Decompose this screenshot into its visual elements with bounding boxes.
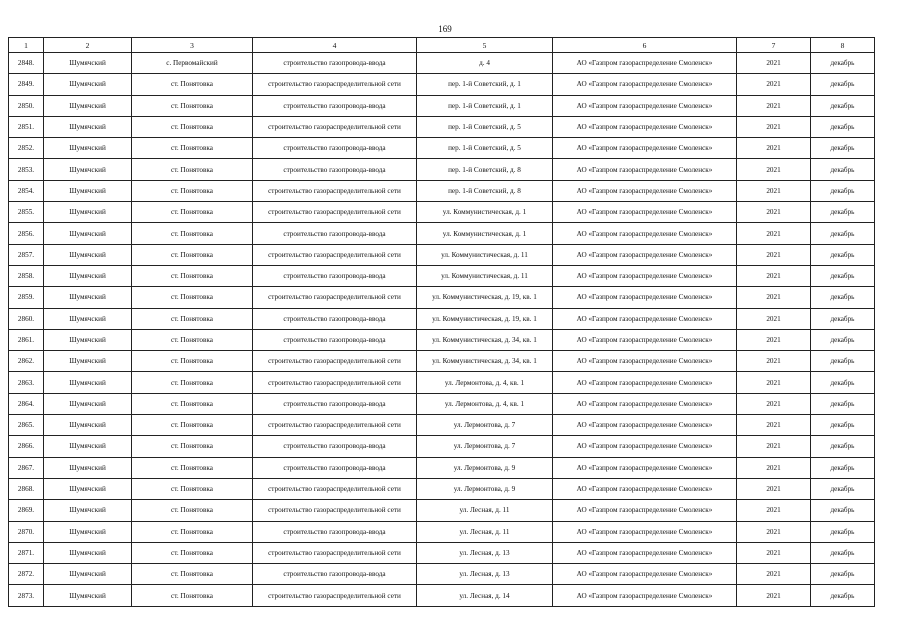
table-row xyxy=(9,329,875,350)
work-type-cell: строительство газораспределительной сети xyxy=(253,74,417,95)
month-cell: декабрь xyxy=(811,415,875,436)
settlement-cell: ст. Понятовка xyxy=(132,180,253,201)
table-row xyxy=(9,244,875,265)
row-number-cell: 2864. xyxy=(9,393,44,414)
address-cell: д. 4 xyxy=(417,53,553,74)
month-cell: декабрь xyxy=(811,95,875,116)
settlement-cell: ст. Понятовка xyxy=(132,74,253,95)
row-number-cell: 2857. xyxy=(9,244,44,265)
organization-cell: АО «Газпром газораспределение Смоленск» xyxy=(553,116,737,137)
table-row xyxy=(9,542,875,563)
organization-cell: АО «Газпром газораспределение Смоленск» xyxy=(553,287,737,308)
work-type-cell: строительство газораспределительной сети xyxy=(253,202,417,223)
organization-cell: АО «Газпром газораспределение Смоленск» xyxy=(553,351,737,372)
table-row xyxy=(9,138,875,159)
organization-cell: АО «Газпром газораспределение Смоленск» xyxy=(553,521,737,542)
address-cell: ул. Коммунистическая, д. 1 xyxy=(417,223,553,244)
organization-cell: АО «Газпром газораспределение Смоленск» xyxy=(553,478,737,499)
table-row xyxy=(9,393,875,414)
table-row xyxy=(9,308,875,329)
month-cell: декабрь xyxy=(811,53,875,74)
row-number-cell: 2870. xyxy=(9,521,44,542)
address-cell: ул. Лесная, д. 11 xyxy=(417,521,553,542)
table-row xyxy=(9,351,875,372)
organization-cell: АО «Газпром газораспределение Смоленск» xyxy=(553,138,737,159)
month-cell: декабрь xyxy=(811,287,875,308)
settlement-cell: ст. Понятовка xyxy=(132,564,253,585)
work-type-cell: строительство газопровода-ввода xyxy=(253,95,417,116)
table-row xyxy=(9,159,875,180)
district-cell: Шумячский xyxy=(44,500,132,521)
header-row xyxy=(9,38,875,53)
address-cell: ул. Лермонтова, д. 7 xyxy=(417,436,553,457)
address-cell: ул. Коммунистическая, д. 19, кв. 1 xyxy=(417,308,553,329)
settlement-cell: ст. Понятовка xyxy=(132,265,253,286)
row-number-cell: 2854. xyxy=(9,180,44,201)
row-number-cell: 2850. xyxy=(9,95,44,116)
address-cell: ул. Лермонтова, д. 9 xyxy=(417,457,553,478)
year-cell: 2021 xyxy=(737,457,811,478)
table-row xyxy=(9,500,875,521)
work-type-cell: строительство газораспределительной сети xyxy=(253,180,417,201)
district-cell: Шумячский xyxy=(44,372,132,393)
table-row xyxy=(9,457,875,478)
settlement-cell: ст. Понятовка xyxy=(132,521,253,542)
district-cell: Шумячский xyxy=(44,287,132,308)
settlement-cell: ст. Понятовка xyxy=(132,116,253,137)
settlement-cell: ст. Понятовка xyxy=(132,351,253,372)
work-type-cell: строительство газораспределительной сети xyxy=(253,415,417,436)
district-cell: Шумячский xyxy=(44,308,132,329)
row-number-cell: 2853. xyxy=(9,159,44,180)
organization-cell: АО «Газпром газораспределение Смоленск» xyxy=(553,436,737,457)
district-cell: Шумячский xyxy=(44,265,132,286)
column-header-6: 6 xyxy=(553,38,737,53)
table-row xyxy=(9,478,875,499)
column-header-7: 7 xyxy=(737,38,811,53)
district-cell: Шумячский xyxy=(44,202,132,223)
address-cell: пер. 1-й Советский, д. 8 xyxy=(417,159,553,180)
address-cell: ул. Лесная, д. 11 xyxy=(417,500,553,521)
year-cell: 2021 xyxy=(737,564,811,585)
month-cell: декабрь xyxy=(811,457,875,478)
district-cell: Шумячский xyxy=(44,95,132,116)
column-header-2: 2 xyxy=(44,38,132,53)
column-header-4: 4 xyxy=(253,38,417,53)
month-cell: декабрь xyxy=(811,564,875,585)
table-row xyxy=(9,223,875,244)
address-cell: ул. Коммунистическая, д. 1 xyxy=(417,202,553,223)
table-row xyxy=(9,95,875,116)
address-cell: ул. Коммунистическая, д. 11 xyxy=(417,265,553,286)
organization-cell: АО «Газпром газораспределение Смоленск» xyxy=(553,308,737,329)
work-type-cell: строительство газораспределительной сети xyxy=(253,500,417,521)
settlement-cell: ст. Понятовка xyxy=(132,415,253,436)
address-cell: ул. Коммунистическая, д. 34, кв. 1 xyxy=(417,329,553,350)
row-number-cell: 2859. xyxy=(9,287,44,308)
row-number-cell: 2858. xyxy=(9,265,44,286)
row-number-cell: 2861. xyxy=(9,329,44,350)
settlement-cell: с. Первомайский xyxy=(132,53,253,74)
column-header-1: 1 xyxy=(9,38,44,53)
work-type-cell: строительство газопровода-ввода xyxy=(253,564,417,585)
work-type-cell: строительство газораспределительной сети xyxy=(253,287,417,308)
work-type-cell: строительство газопровода-ввода xyxy=(253,308,417,329)
address-cell: пер. 1-й Советский, д. 8 xyxy=(417,180,553,201)
row-number-cell: 2865. xyxy=(9,415,44,436)
organization-cell: АО «Газпром газораспределение Смоленск» xyxy=(553,329,737,350)
table-row xyxy=(9,53,875,74)
table-row xyxy=(9,180,875,201)
organization-cell: АО «Газпром газораспределение Смоленск» xyxy=(553,223,737,244)
month-cell: декабрь xyxy=(811,329,875,350)
organization-cell: АО «Газпром газораспределение Смоленск» xyxy=(553,542,737,563)
district-cell: Шумячский xyxy=(44,478,132,499)
organization-cell: АО «Газпром газораспределение Смоленск» xyxy=(553,415,737,436)
year-cell: 2021 xyxy=(737,372,811,393)
address-cell: ул. Лермонтова, д. 9 xyxy=(417,478,553,499)
row-number-cell: 2849. xyxy=(9,74,44,95)
work-type-cell: строительство газораспределительной сети xyxy=(253,244,417,265)
month-cell: декабрь xyxy=(811,202,875,223)
district-cell: Шумячский xyxy=(44,53,132,74)
organization-cell: АО «Газпром газораспределение Смоленск» xyxy=(553,585,737,606)
settlement-cell: ст. Понятовка xyxy=(132,159,253,180)
table-row xyxy=(9,202,875,223)
address-cell: ул. Лермонтова, д. 4, кв. 1 xyxy=(417,393,553,414)
address-cell: ул. Лесная, д. 13 xyxy=(417,564,553,585)
row-number-cell: 2872. xyxy=(9,564,44,585)
organization-cell: АО «Газпром газораспределение Смоленск» xyxy=(553,500,737,521)
work-type-cell: строительство газопровода-ввода xyxy=(253,521,417,542)
month-cell: декабрь xyxy=(811,223,875,244)
row-number-cell: 2852. xyxy=(9,138,44,159)
table-row xyxy=(9,415,875,436)
year-cell: 2021 xyxy=(737,74,811,95)
settlement-cell: ст. Понятовка xyxy=(132,500,253,521)
organization-cell: АО «Газпром газораспределение Смоленск» xyxy=(553,265,737,286)
year-cell: 2021 xyxy=(737,287,811,308)
organization-cell: АО «Газпром газораспределение Смоленск» xyxy=(553,53,737,74)
work-type-cell: строительство газопровода-ввода xyxy=(253,265,417,286)
month-cell: декабрь xyxy=(811,393,875,414)
year-cell: 2021 xyxy=(737,308,811,329)
work-type-cell: строительство газораспределительной сети xyxy=(253,351,417,372)
work-type-cell: строительство газопровода-ввода xyxy=(253,393,417,414)
data-table xyxy=(8,37,875,607)
month-cell: декабрь xyxy=(811,116,875,137)
address-cell: ул. Лермонтова, д. 7 xyxy=(417,415,553,436)
table-row xyxy=(9,287,875,308)
column-header-3: 3 xyxy=(132,38,253,53)
organization-cell: АО «Газпром газораспределение Смоленск» xyxy=(553,393,737,414)
address-cell: пер. 1-й Советский, д. 1 xyxy=(417,95,553,116)
settlement-cell: ст. Понятовка xyxy=(132,95,253,116)
month-cell: декабрь xyxy=(811,138,875,159)
year-cell: 2021 xyxy=(737,223,811,244)
year-cell: 2021 xyxy=(737,329,811,350)
year-cell: 2021 xyxy=(737,585,811,606)
year-cell: 2021 xyxy=(737,53,811,74)
row-number-cell: 2851. xyxy=(9,116,44,137)
district-cell: Шумячский xyxy=(44,351,132,372)
table-row xyxy=(9,372,875,393)
table-row xyxy=(9,521,875,542)
year-cell: 2021 xyxy=(737,159,811,180)
organization-cell: АО «Газпром газораспределение Смоленск» xyxy=(553,564,737,585)
address-cell: ул. Лесная, д. 14 xyxy=(417,585,553,606)
month-cell: декабрь xyxy=(811,244,875,265)
district-cell: Шумячский xyxy=(44,244,132,265)
row-number-cell: 2856. xyxy=(9,223,44,244)
settlement-cell: ст. Понятовка xyxy=(132,393,253,414)
month-cell: декабрь xyxy=(811,180,875,201)
settlement-cell: ст. Понятовка xyxy=(132,457,253,478)
district-cell: Шумячский xyxy=(44,521,132,542)
month-cell: декабрь xyxy=(811,500,875,521)
column-header-8: 8 xyxy=(811,38,875,53)
settlement-cell: ст. Понятовка xyxy=(132,585,253,606)
settlement-cell: ст. Понятовка xyxy=(132,436,253,457)
row-number-cell: 2848. xyxy=(9,53,44,74)
month-cell: декабрь xyxy=(811,521,875,542)
work-type-cell: строительство газопровода-ввода xyxy=(253,457,417,478)
district-cell: Шумячский xyxy=(44,393,132,414)
settlement-cell: ст. Понятовка xyxy=(132,202,253,223)
district-cell: Шумячский xyxy=(44,74,132,95)
organization-cell: АО «Газпром газораспределение Смоленск» xyxy=(553,457,737,478)
month-cell: декабрь xyxy=(811,265,875,286)
settlement-cell: ст. Понятовка xyxy=(132,329,253,350)
month-cell: декабрь xyxy=(811,436,875,457)
district-cell: Шумячский xyxy=(44,180,132,201)
row-number-cell: 2868. xyxy=(9,478,44,499)
address-cell: ул. Лесная, д. 13 xyxy=(417,542,553,563)
district-cell: Шумячский xyxy=(44,542,132,563)
year-cell: 2021 xyxy=(737,542,811,563)
year-cell: 2021 xyxy=(737,351,811,372)
column-header-5: 5 xyxy=(417,38,553,53)
district-cell: Шумячский xyxy=(44,415,132,436)
district-cell: Шумячский xyxy=(44,329,132,350)
district-cell: Шумячский xyxy=(44,116,132,137)
year-cell: 2021 xyxy=(737,500,811,521)
settlement-cell: ст. Понятовка xyxy=(132,478,253,499)
table-row xyxy=(9,564,875,585)
address-cell: пер. 1-й Советский, д. 5 xyxy=(417,116,553,137)
work-type-cell: строительство газопровода-ввода xyxy=(253,329,417,350)
year-cell: 2021 xyxy=(737,180,811,201)
row-number-cell: 2867. xyxy=(9,457,44,478)
district-cell: Шумячский xyxy=(44,585,132,606)
organization-cell: АО «Газпром газораспределение Смоленск» xyxy=(553,244,737,265)
month-cell: декабрь xyxy=(811,74,875,95)
table-body xyxy=(9,53,875,607)
row-number-cell: 2871. xyxy=(9,542,44,563)
row-number-cell: 2866. xyxy=(9,436,44,457)
address-cell: пер. 1-й Советский, д. 5 xyxy=(417,138,553,159)
table-row xyxy=(9,436,875,457)
address-cell: ул. Коммунистическая, д. 34, кв. 1 xyxy=(417,351,553,372)
address-cell: ул. Коммунистическая, д. 11 xyxy=(417,244,553,265)
year-cell: 2021 xyxy=(737,116,811,137)
address-cell: ул. Коммунистическая, д. 19, кв. 1 xyxy=(417,287,553,308)
district-cell: Шумячский xyxy=(44,457,132,478)
work-type-cell: строительство газораспределительной сети xyxy=(253,542,417,563)
organization-cell: АО «Газпром газораспределение Смоленск» xyxy=(553,74,737,95)
work-type-cell: строительство газопровода-ввода xyxy=(253,53,417,74)
work-type-cell: строительство газопровода-ввода xyxy=(253,159,417,180)
table-row xyxy=(9,74,875,95)
table-row xyxy=(9,265,875,286)
row-number-cell: 2863. xyxy=(9,372,44,393)
district-cell: Шумячский xyxy=(44,436,132,457)
table-row xyxy=(9,585,875,606)
organization-cell: АО «Газпром газораспределение Смоленск» xyxy=(553,95,737,116)
work-type-cell: строительство газораспределительной сети xyxy=(253,585,417,606)
row-number-cell: 2855. xyxy=(9,202,44,223)
table-header xyxy=(9,38,875,53)
district-cell: Шумячский xyxy=(44,159,132,180)
district-cell: Шумячский xyxy=(44,223,132,244)
row-number-cell: 2862. xyxy=(9,351,44,372)
year-cell: 2021 xyxy=(737,244,811,265)
settlement-cell: ст. Понятовка xyxy=(132,372,253,393)
organization-cell: АО «Газпром газораспределение Смоленск» xyxy=(553,159,737,180)
work-type-cell: строительство газораспределительной сети xyxy=(253,478,417,499)
year-cell: 2021 xyxy=(737,521,811,542)
month-cell: декабрь xyxy=(811,478,875,499)
year-cell: 2021 xyxy=(737,415,811,436)
work-type-cell: строительство газораспределительной сети xyxy=(253,372,417,393)
table-row xyxy=(9,116,875,137)
work-type-cell: строительство газопровода-ввода xyxy=(253,138,417,159)
work-type-cell: строительство газопровода-ввода xyxy=(253,436,417,457)
month-cell: декабрь xyxy=(811,585,875,606)
organization-cell: АО «Газпром газораспределение Смоленск» xyxy=(553,202,737,223)
settlement-cell: ст. Понятовка xyxy=(132,223,253,244)
year-cell: 2021 xyxy=(737,202,811,223)
settlement-cell: ст. Понятовка xyxy=(132,244,253,265)
row-number-cell: 2860. xyxy=(9,308,44,329)
organization-cell: АО «Газпром газораспределение Смоленск» xyxy=(553,372,737,393)
month-cell: декабрь xyxy=(811,372,875,393)
district-cell: Шумячский xyxy=(44,564,132,585)
work-type-cell: строительство газопровода-ввода xyxy=(253,223,417,244)
year-cell: 2021 xyxy=(737,436,811,457)
row-number-cell: 2873. xyxy=(9,585,44,606)
district-cell: Шумячский xyxy=(44,138,132,159)
settlement-cell: ст. Понятовка xyxy=(132,308,253,329)
settlement-cell: ст. Понятовка xyxy=(132,542,253,563)
settlement-cell: ст. Понятовка xyxy=(132,287,253,308)
settlement-cell: ст. Понятовка xyxy=(132,138,253,159)
month-cell: декабрь xyxy=(811,351,875,372)
year-cell: 2021 xyxy=(737,138,811,159)
year-cell: 2021 xyxy=(737,393,811,414)
year-cell: 2021 xyxy=(737,95,811,116)
year-cell: 2021 xyxy=(737,265,811,286)
row-number-cell: 2869. xyxy=(9,500,44,521)
organization-cell: АО «Газпром газораспределение Смоленск» xyxy=(553,180,737,201)
year-cell: 2021 xyxy=(737,478,811,499)
address-cell: пер. 1-й Советский, д. 1 xyxy=(417,74,553,95)
work-type-cell: строительство газораспределительной сети xyxy=(253,116,417,137)
month-cell: декабрь xyxy=(811,308,875,329)
address-cell: ул. Лермонтова, д. 4, кв. 1 xyxy=(417,372,553,393)
page-number: 169 xyxy=(438,24,452,34)
month-cell: декабрь xyxy=(811,159,875,180)
month-cell: декабрь xyxy=(811,542,875,563)
